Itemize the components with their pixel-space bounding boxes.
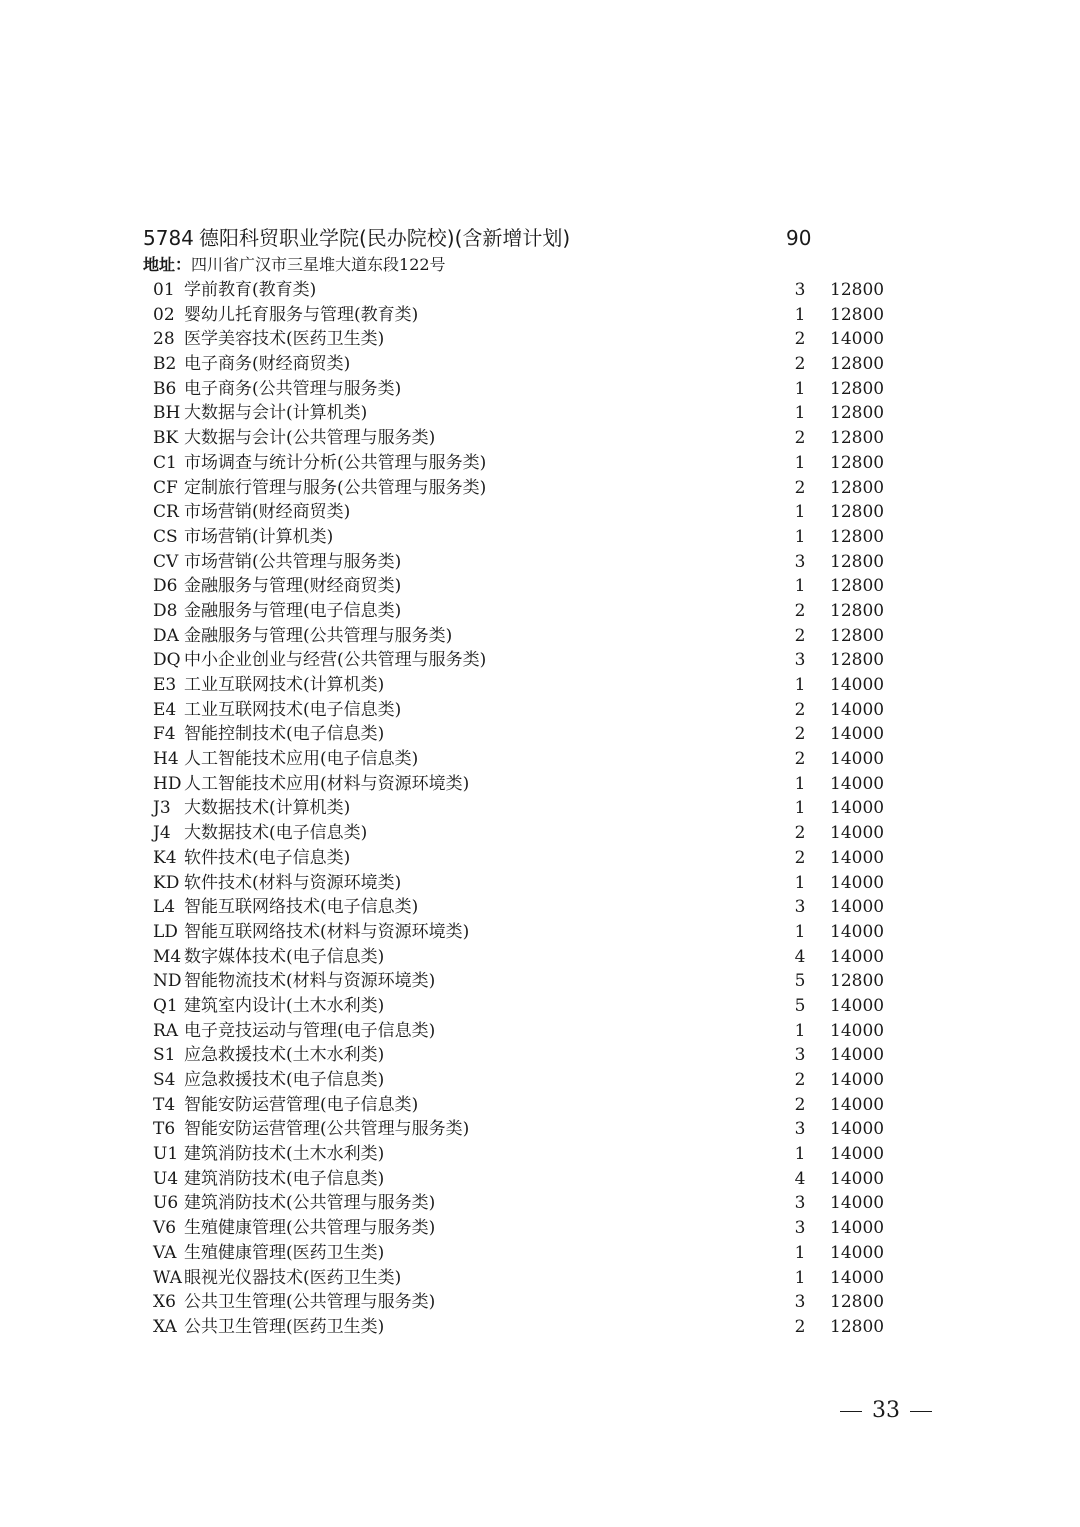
table-row <box>0 722 1080 747</box>
program-fee: 14000 <box>830 798 885 819</box>
program-quota: 2 <box>794 847 806 868</box>
table-row <box>0 1068 1080 1093</box>
table-row <box>0 846 1080 871</box>
program-code: Q1 <box>153 995 178 1016</box>
program-code: S4 <box>153 1070 176 1090</box>
program-code: BK <box>153 428 179 449</box>
program-code: L4 <box>153 897 176 918</box>
program-fee: 14000 <box>830 329 885 350</box>
program-code: 28 <box>153 329 175 350</box>
table-row <box>0 1093 1080 1118</box>
program-code: CV <box>153 551 179 572</box>
program-fee: 14000 <box>830 724 885 745</box>
program-code: B6 <box>153 378 177 399</box>
program-name: 中小企业创业与经营(公共管理与服务类) <box>184 650 487 671</box>
program-fee: 12800 <box>830 600 885 621</box>
program-fee: 12800 <box>830 650 885 671</box>
program-code: U4 <box>153 1168 179 1189</box>
program-quota: 1 <box>794 675 806 695</box>
table-row <box>0 303 1080 328</box>
program-quota: 3 <box>794 1218 806 1239</box>
address-label: 地址： <box>143 255 192 274</box>
table-row <box>0 1019 1080 1044</box>
program-fee: 12800 <box>830 526 885 547</box>
program-name: 大数据与会计(公共管理与服务类) <box>184 428 436 449</box>
table-row <box>0 1241 1080 1266</box>
program-code: C1 <box>153 452 177 473</box>
table-row <box>0 796 1080 821</box>
program-fee: 12800 <box>830 428 885 449</box>
program-fee: 14000 <box>830 1144 885 1165</box>
table-row <box>0 969 1080 994</box>
program-quota: 4 <box>794 946 806 967</box>
table-row <box>0 476 1080 501</box>
program-name: 市场营销(公共管理与服务类) <box>184 551 402 572</box>
program-name: 市场营销(计算机类) <box>184 526 334 547</box>
program-fee: 14000 <box>830 773 885 794</box>
program-fee: 12800 <box>830 576 885 597</box>
program-quota: 3 <box>794 1292 806 1313</box>
program-fee: 14000 <box>830 1020 885 1041</box>
table-row <box>0 1290 1080 1315</box>
program-fee: 12800 <box>830 971 885 992</box>
program-name: 应急救援技术(电子信息类) <box>184 1070 385 1090</box>
page-number: 33 <box>872 1398 900 1423</box>
program-quota: 2 <box>794 1094 806 1115</box>
program-fee: 14000 <box>830 921 885 942</box>
institution-address <box>143 253 446 277</box>
program-quota: 2 <box>794 354 806 375</box>
table-row <box>0 599 1080 624</box>
program-fee: 12800 <box>830 304 885 325</box>
institution-total-quota: 90 <box>786 226 812 250</box>
program-quota: 1 <box>794 1020 806 1041</box>
program-name: 建筑消防技术(电子信息类) <box>184 1168 385 1189</box>
program-code: CR <box>153 502 179 523</box>
table-row <box>0 772 1080 797</box>
program-quota: 1 <box>794 921 806 942</box>
program-fee: 14000 <box>830 699 885 720</box>
program-code: VA <box>153 1242 177 1263</box>
program-name: 数字媒体技术(电子信息类) <box>184 946 385 967</box>
program-code: CS <box>153 526 178 547</box>
institution-header <box>143 224 843 252</box>
program-fee: 14000 <box>830 995 885 1016</box>
program-name: 大数据技术(电子信息类) <box>184 823 368 844</box>
table-row <box>0 525 1080 550</box>
page-footer <box>840 1396 932 1426</box>
program-code: ND <box>153 971 182 992</box>
table-row <box>0 1043 1080 1068</box>
table-row <box>0 871 1080 896</box>
program-name: 生殖健康管理(医药卫生类) <box>184 1242 385 1263</box>
program-fee: 12800 <box>830 1316 885 1337</box>
table-row <box>0 401 1080 426</box>
program-quota: 2 <box>794 749 806 770</box>
program-quota: 2 <box>794 600 806 621</box>
program-quota: 2 <box>794 329 806 350</box>
program-code: U1 <box>153 1144 179 1165</box>
program-name: 金融服务与管理(公共管理与服务类) <box>184 625 453 646</box>
program-fee: 14000 <box>830 1070 885 1090</box>
program-fee: 14000 <box>830 1267 885 1288</box>
program-code: WA <box>153 1267 182 1288</box>
program-code: E4 <box>153 699 177 720</box>
program-code: J3 <box>153 798 171 819</box>
program-name: 软件技术(材料与资源环境类) <box>184 872 402 893</box>
program-name: 大数据技术(计算机类) <box>184 798 351 819</box>
table-row <box>0 1142 1080 1167</box>
table-row <box>0 327 1080 352</box>
program-code: XA <box>153 1316 177 1337</box>
table-row <box>0 1266 1080 1291</box>
program-fee: 14000 <box>830 749 885 770</box>
program-name: 软件技术(电子信息类) <box>184 847 351 868</box>
table-row <box>0 1117 1080 1142</box>
program-quota: 4 <box>794 1168 806 1189</box>
program-name: 市场调查与统计分析(公共管理与服务类) <box>184 452 487 473</box>
program-name: 电子商务(财经商贸类) <box>184 354 351 375</box>
program-fee: 12800 <box>830 551 885 572</box>
table-row <box>0 278 1080 303</box>
table-row <box>0 451 1080 476</box>
program-name: 智能安防运营管理(电子信息类) <box>184 1094 419 1115</box>
table-row <box>0 821 1080 846</box>
program-quota: 1 <box>794 378 806 399</box>
program-quota: 1 <box>794 576 806 597</box>
table-row <box>0 698 1080 723</box>
table-row <box>0 673 1080 698</box>
table-row <box>0 945 1080 970</box>
footer-dash-left <box>840 1411 862 1412</box>
program-fee: 14000 <box>830 1168 885 1189</box>
program-quota: 3 <box>794 551 806 572</box>
table-row <box>0 747 1080 772</box>
program-quota: 1 <box>794 452 806 473</box>
program-quota: 1 <box>794 872 806 893</box>
program-code: RA <box>153 1020 179 1041</box>
table-row <box>0 920 1080 945</box>
program-quota: 3 <box>794 650 806 671</box>
program-name: 建筑消防技术(公共管理与服务类) <box>184 1193 436 1214</box>
table-row <box>0 377 1080 402</box>
table-row <box>0 1315 1080 1340</box>
program-name: 公共卫生管理(医药卫生类) <box>184 1316 385 1337</box>
program-quota: 2 <box>794 724 806 745</box>
program-code: CF <box>153 477 178 498</box>
program-fee: 14000 <box>830 946 885 967</box>
program-code: K4 <box>153 847 177 868</box>
program-quota: 3 <box>794 897 806 918</box>
program-fee: 14000 <box>830 823 885 844</box>
program-fee: 14000 <box>830 1193 885 1214</box>
institution-code: 5784 <box>143 226 194 250</box>
program-quota: 2 <box>794 1070 806 1090</box>
table-row <box>0 500 1080 525</box>
program-code: DQ <box>153 650 181 671</box>
table-row <box>0 994 1080 1019</box>
program-quota: 1 <box>794 304 806 325</box>
program-name: 医学美容技术(医药卫生类) <box>184 329 385 350</box>
program-fee: 12800 <box>830 625 885 646</box>
program-code: S1 <box>153 1045 176 1066</box>
program-name: 工业互联网技术(电子信息类) <box>184 699 402 720</box>
program-code: E3 <box>153 675 177 695</box>
program-fee: 12800 <box>830 280 885 300</box>
program-name: 智能物流技术(材料与资源环境类) <box>184 971 436 992</box>
program-code: HD <box>153 773 182 794</box>
program-name: 电子商务(公共管理与服务类) <box>184 378 402 399</box>
program-name: 工业互联网技术(计算机类) <box>184 675 385 695</box>
program-name: 建筑消防技术(土木水利类) <box>184 1144 385 1165</box>
program-quota: 1 <box>794 1144 806 1165</box>
program-name: 金融服务与管理(电子信息类) <box>184 600 402 621</box>
program-code: D8 <box>153 600 178 621</box>
program-code: X6 <box>153 1292 176 1313</box>
table-row <box>0 426 1080 451</box>
program-fee: 14000 <box>830 675 885 695</box>
table-row <box>0 648 1080 673</box>
program-name: 定制旅行管理与服务(公共管理与服务类) <box>184 477 487 498</box>
program-name: 智能互联网络技术(电子信息类) <box>184 897 419 918</box>
program-fee: 12800 <box>830 452 885 473</box>
program-quota: 1 <box>794 1267 806 1288</box>
program-code: KD <box>153 872 180 893</box>
program-fee: 12800 <box>830 354 885 375</box>
table-row <box>0 1167 1080 1192</box>
program-name: 智能控制技术(电子信息类) <box>184 724 385 745</box>
program-quota: 1 <box>794 773 806 794</box>
program-quota: 2 <box>794 428 806 449</box>
program-code: M4 <box>153 946 182 967</box>
program-quota: 1 <box>794 403 806 424</box>
program-code: J4 <box>153 823 171 844</box>
program-name: 金融服务与管理(财经商贸类) <box>184 576 402 597</box>
program-fee: 12800 <box>830 378 885 399</box>
program-quota: 2 <box>794 1316 806 1337</box>
program-code: D6 <box>153 576 178 597</box>
program-name: 应急救援技术(土木水利类) <box>184 1045 385 1066</box>
program-code: V6 <box>153 1218 177 1239</box>
program-code: F4 <box>153 724 176 745</box>
program-fee: 14000 <box>830 897 885 918</box>
address-text: 四川省广汉市三星堆大道东段122号 <box>191 255 446 274</box>
program-code: 02 <box>153 304 175 325</box>
program-name: 市场营销(财经商贸类) <box>184 502 351 523</box>
program-fee: 12800 <box>830 403 885 424</box>
program-quota: 5 <box>794 971 806 992</box>
table-row <box>0 1216 1080 1241</box>
program-code: H4 <box>153 749 179 770</box>
program-fee: 14000 <box>830 1218 885 1239</box>
program-quota: 5 <box>794 995 806 1016</box>
table-row <box>0 550 1080 575</box>
program-quota: 2 <box>794 625 806 646</box>
program-name: 人工智能技术应用(材料与资源环境类) <box>184 773 470 794</box>
program-quota: 3 <box>794 1193 806 1214</box>
program-name: 大数据与会计(计算机类) <box>184 403 368 424</box>
program-name: 建筑室内设计(土木水利类) <box>184 995 385 1016</box>
program-fee: 12800 <box>830 477 885 498</box>
table-row <box>0 352 1080 377</box>
program-code: DA <box>153 625 179 646</box>
program-fee: 12800 <box>830 502 885 523</box>
program-fee: 12800 <box>830 1292 885 1313</box>
program-fee: 14000 <box>830 1045 885 1066</box>
program-name: 人工智能技术应用(电子信息类) <box>184 749 419 770</box>
program-quota: 1 <box>794 1242 806 1263</box>
program-code: T4 <box>153 1094 176 1115</box>
table-row <box>0 1191 1080 1216</box>
program-name: 婴幼儿托育服务与管理(教育类) <box>184 304 419 325</box>
institution-name: 德阳科贸职业学院(民办院校)(含新增计划) <box>199 226 571 250</box>
program-name: 智能安防运营管理(公共管理与服务类) <box>184 1119 470 1140</box>
program-quota: 2 <box>794 477 806 498</box>
program-code: B2 <box>153 354 177 375</box>
program-quota: 1 <box>794 502 806 523</box>
program-name: 智能互联网络技术(材料与资源环境类) <box>184 921 470 942</box>
program-code: 01 <box>153 280 175 300</box>
table-row <box>0 574 1080 599</box>
program-code: U6 <box>153 1193 179 1214</box>
program-table <box>0 278 1080 1340</box>
program-name: 电子竞技运动与管理(电子信息类) <box>184 1020 436 1041</box>
program-code: BH <box>153 403 181 424</box>
program-code: LD <box>153 921 178 942</box>
program-fee: 14000 <box>830 1242 885 1263</box>
program-fee: 14000 <box>830 1094 885 1115</box>
table-row <box>0 895 1080 920</box>
table-row <box>0 624 1080 649</box>
program-quota: 3 <box>794 1119 806 1140</box>
program-fee: 14000 <box>830 847 885 868</box>
program-quota: 3 <box>794 1045 806 1066</box>
program-name: 学前教育(教育类) <box>184 280 317 300</box>
program-code: T6 <box>153 1119 176 1140</box>
program-quota: 2 <box>794 699 806 720</box>
program-name: 生殖健康管理(公共管理与服务类) <box>184 1218 436 1239</box>
footer-dash-right <box>910 1411 932 1412</box>
program-name: 公共卫生管理(公共管理与服务类) <box>184 1292 436 1313</box>
program-quota: 3 <box>794 280 806 300</box>
program-quota: 2 <box>794 823 806 844</box>
program-name: 眼视光仪器技术(医药卫生类) <box>184 1267 402 1288</box>
program-fee: 14000 <box>830 1119 885 1140</box>
program-fee: 14000 <box>830 872 885 893</box>
program-quota: 1 <box>794 798 806 819</box>
program-quota: 1 <box>794 526 806 547</box>
